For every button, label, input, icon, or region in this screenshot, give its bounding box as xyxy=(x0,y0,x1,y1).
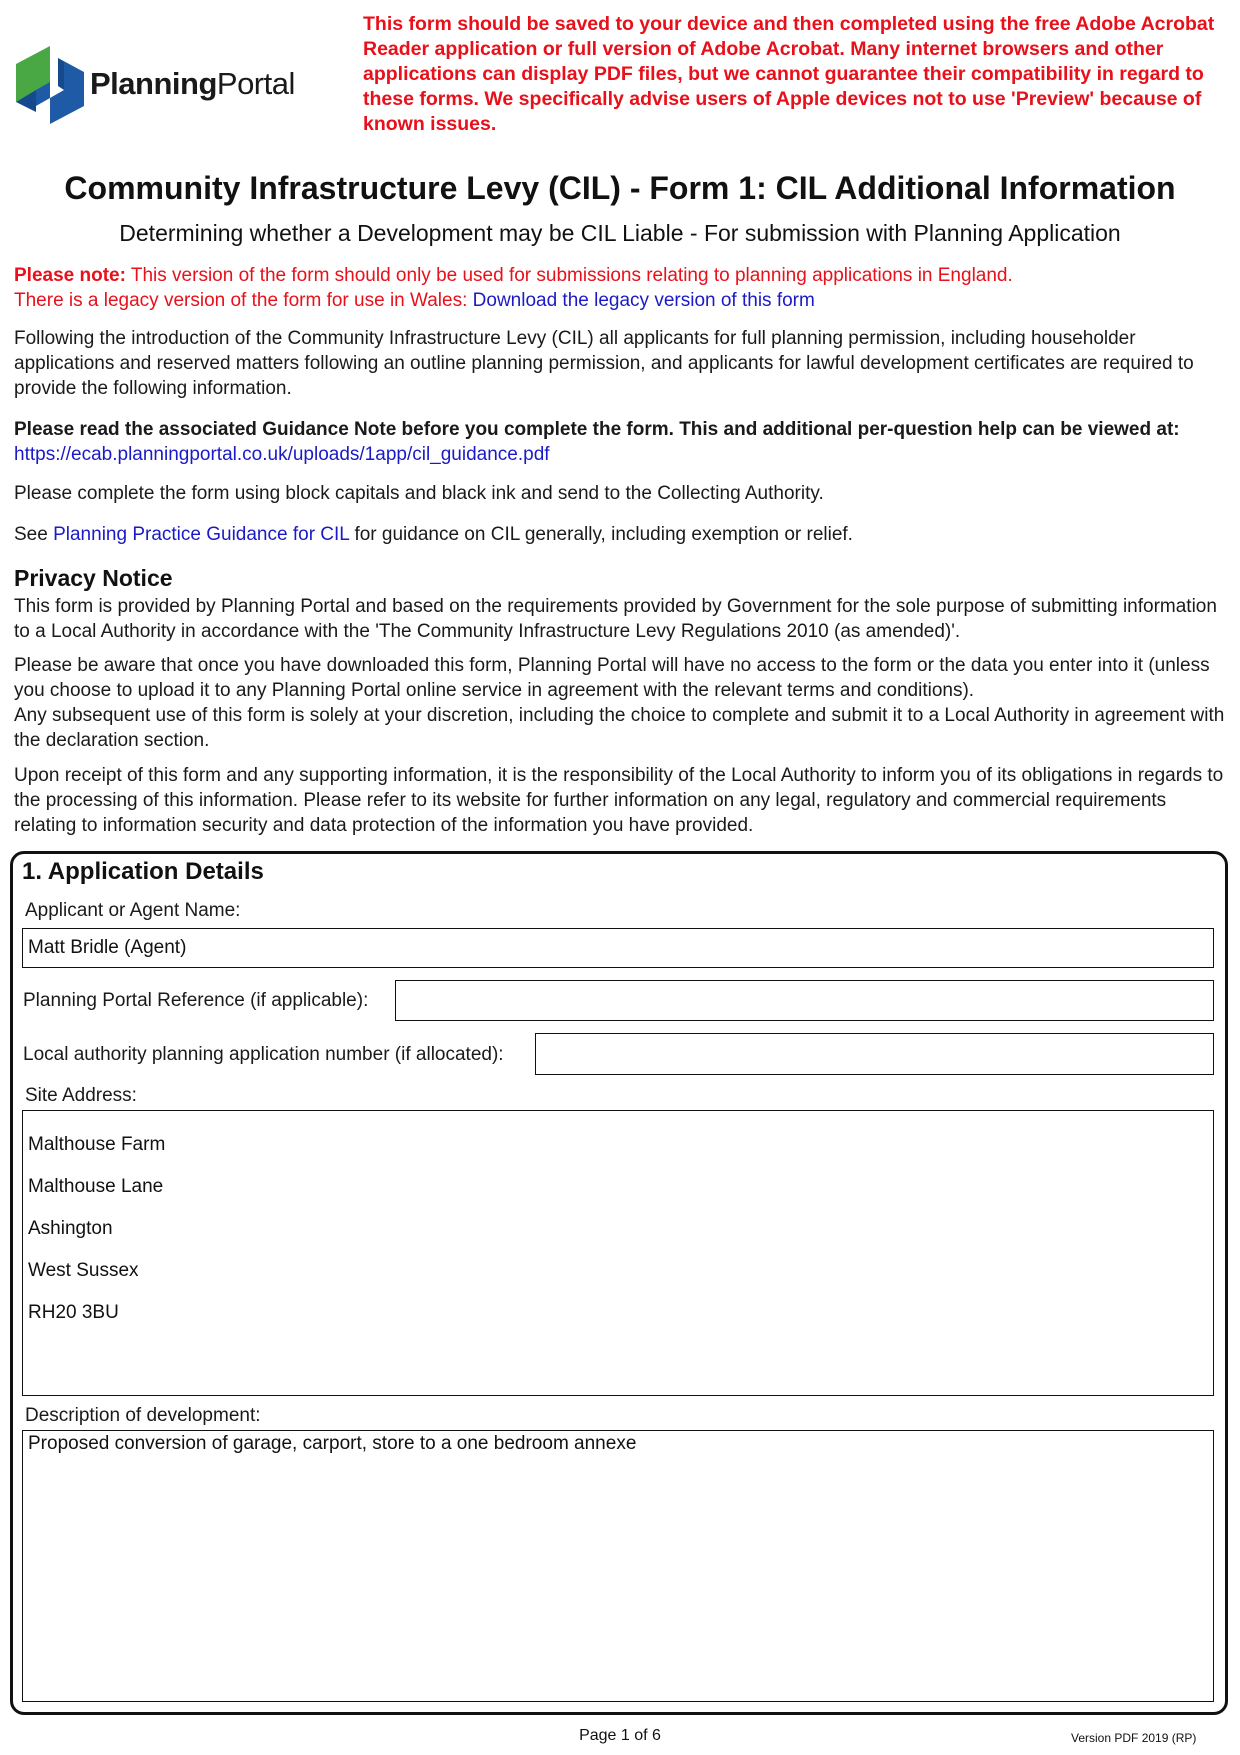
applicant-name-field[interactable]: Matt Bridle (Agent) xyxy=(22,928,1214,968)
guidance-url-link[interactable]: https://ecab.planningportal.co.uk/uploads/1app/cil_guidance.pdf xyxy=(14,444,550,465)
guidance-instruction: Please read the associated Guidance Note before you complete the form. This and additional per-question help can be viewed at: xyxy=(14,419,1180,440)
address-line: Malthouse Lane xyxy=(28,1176,164,1197)
planning-portal-reference-field[interactable] xyxy=(395,980,1214,1021)
planning-portal-reference-label: Planning Portal Reference (if applicable): xyxy=(23,990,369,1011)
note-label: Please note: xyxy=(14,265,126,286)
description-field[interactable]: Proposed conversion of garage, carport, store to a one bedroom annexe xyxy=(22,1430,1214,1702)
address-line: RH20 3BU xyxy=(28,1302,119,1323)
privacy-paragraph-1: This form is provided by Planning Portal and based on the requirements provided by Government for the sole purpose of submitting information to a Local Authority in accordance with the 'The Community Infrastructure Levy Regulations 2010 (as amended)'. xyxy=(14,596,1217,642)
note-line1: This version of the form should only be used for submissions relating to planning applications in England. xyxy=(125,265,1013,286)
address-line: Malthouse Farm xyxy=(28,1134,166,1155)
privacy-paragraph-2b: Any subsequent use of this form is solely at your discretion, including the choice to complete and submit it to a Local Authority in agreement with the declaration section. xyxy=(14,705,1225,751)
see-prefix: See xyxy=(14,524,54,545)
logo-wordmark: PlanningPortal xyxy=(90,66,295,101)
intro-paragraph: Following the introduction of the Community Infrastructure Levy (CIL) all applicants for full planning permission, including householder applications and reserved matters following an outline planning permission, and applicants for lawful development certificates are required to provide the following information. xyxy=(14,328,1194,399)
site-address-field[interactable] xyxy=(22,1110,1214,1396)
privacy-paragraph-3: Upon receipt of this form and any supporting information, it is the responsibility of the Local Authority to inform you of its obligations in regards to the processing of this information. Please refer to its website for further information on any legal, regulatory and commercial requirements relating to information security and data protection of the information you have provided. xyxy=(14,765,1224,836)
page-title: Community Infrastructure Levy (CIL) - Form 1: CIL Additional Information xyxy=(64,170,1176,206)
note-line2: There is a legacy version of the form for use in Wales: xyxy=(14,290,473,311)
compatibility-warning: This form should be saved to your device and then completed using the free Adobe Acrobat Reader application or full version of Adobe Acrobat. Many internet browsers and other applications can display PDF files, but we cannot guarantee their compatibility in regard to these forms. We specifically advise users of Apple devices not to use 'Preview' because of known issues. xyxy=(363,13,1215,135)
privacy-paragraph-2 xyxy=(14,653,1229,753)
page-subtitle: Determining whether a Development may be CIL Liable - For submission with Planning Application xyxy=(119,220,1121,246)
planning-portal-logo xyxy=(14,44,304,124)
privacy-heading: Privacy Notice xyxy=(14,565,173,591)
address-line: Ashington xyxy=(28,1218,113,1239)
planning-practice-guidance-link[interactable]: Planning Practice Guidance for CIL xyxy=(53,524,350,545)
see-suffix: for guidance on CIL generally, including exemption or relief. xyxy=(349,524,853,545)
block-capitals-instruction: Please complete the form using block capitals and black ink and send to the Collecting Authority. xyxy=(14,483,824,504)
legacy-version-link[interactable]: Download the legacy version of this form xyxy=(472,290,815,311)
description-label: Description of development: xyxy=(25,1405,261,1426)
guidance-block xyxy=(14,417,1229,467)
la-application-number-label: Local authority planning application number (if allocated): xyxy=(23,1044,504,1065)
la-application-number-field[interactable] xyxy=(535,1033,1214,1075)
planning-portal-logo-icon xyxy=(14,44,86,124)
site-address-label: Site Address: xyxy=(25,1085,137,1106)
england-note xyxy=(14,263,1224,313)
page-number: Page 1 of 6 xyxy=(579,1727,661,1744)
privacy-paragraph-2a: Please be aware that once you have downloaded this form, Planning Portal will have no access to the form or the data you enter into it (unless you choose to upload it to any Planning Portal online service in agreement with the relevant terms and conditions). xyxy=(14,655,1210,701)
version-label: Version PDF 2019 (RP) xyxy=(1071,1731,1197,1745)
address-line: West Sussex xyxy=(28,1260,139,1281)
applicant-name-label: Applicant or Agent Name: xyxy=(25,900,241,921)
section-title: 1. Application Details xyxy=(22,858,264,885)
see-guidance-line xyxy=(14,522,1229,547)
